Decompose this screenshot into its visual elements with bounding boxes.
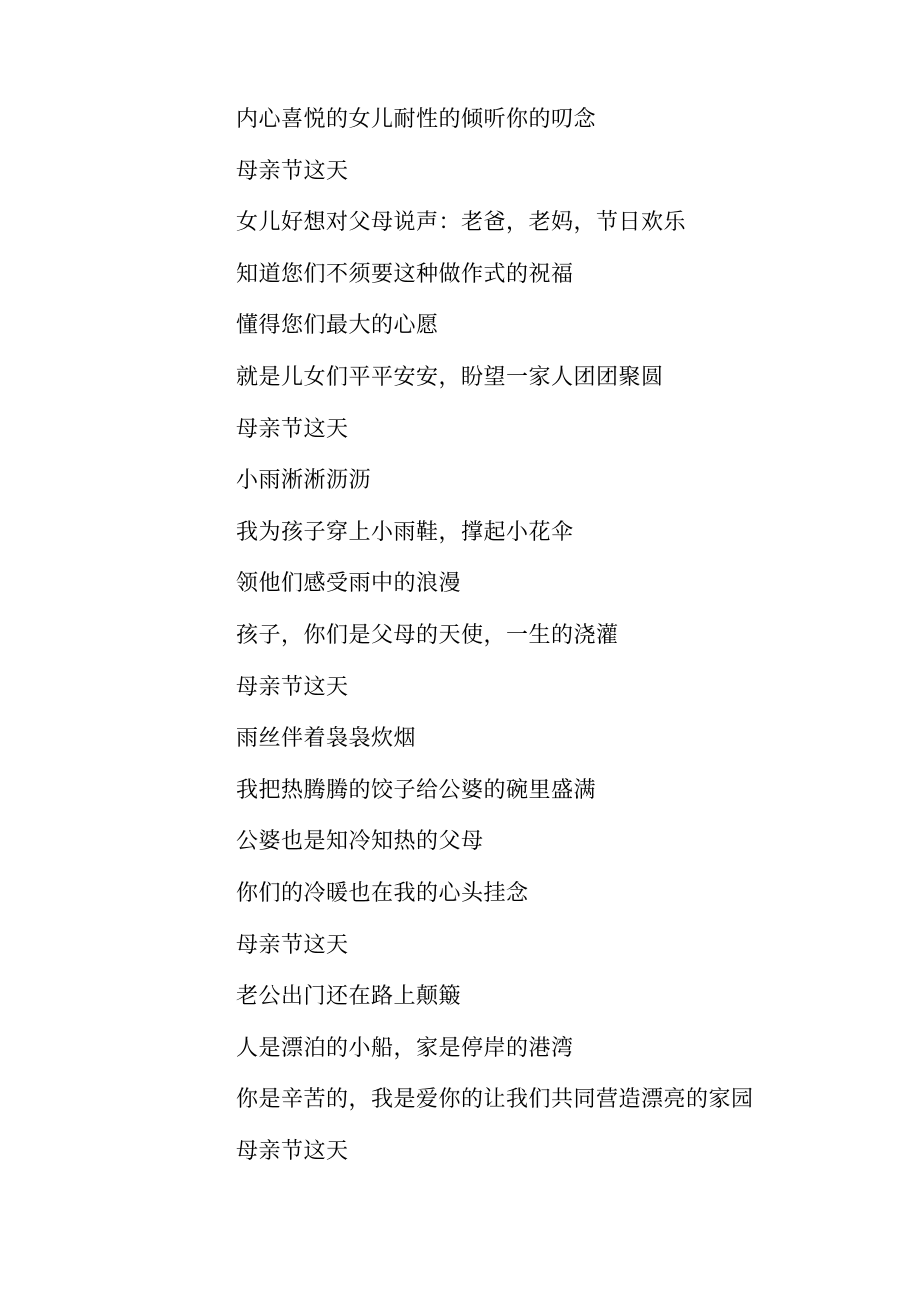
poem-line: 女儿好想对父母说声：老爸，老妈，节日欢乐 bbox=[236, 210, 687, 236]
poem-line: 母亲节这天 bbox=[236, 1138, 349, 1164]
poem-line: 雨丝伴着袅袅炊烟 bbox=[236, 726, 417, 752]
poem-line: 我把热腾腾的饺子给公婆的碗里盛满 bbox=[236, 777, 597, 803]
poem-line: 知道您们不须要这种做作式的祝福 bbox=[236, 261, 574, 287]
poem-line: 懂得您们最大的心愿 bbox=[236, 313, 439, 339]
poem-line: 母亲节这天 bbox=[236, 158, 349, 184]
poem-line: 领他们感受雨中的浪漫 bbox=[236, 571, 462, 597]
poem-line: 人是漂泊的小船，家是停岸的港湾 bbox=[236, 1035, 574, 1061]
poem-line: 母亲节这天 bbox=[236, 674, 349, 700]
poem-line: 老公出门还在路上颠簸 bbox=[236, 984, 462, 1010]
poem-line: 公婆也是知冷知热的父母 bbox=[236, 829, 484, 855]
poem-line: 就是儿女们平平安安，盼望一家人团团聚圆 bbox=[236, 364, 664, 390]
poem-line: 内心喜悦的女儿耐性的倾听你的叨念 bbox=[236, 107, 597, 132]
poem-line: 小雨淅淅沥沥 bbox=[236, 468, 372, 494]
poem-line: 孩子，你们是父母的天使，一生的浇灌 bbox=[236, 622, 619, 648]
poem-line: 母亲节这天 bbox=[236, 416, 349, 442]
poem-line: 我为孩子穿上小雨鞋，撑起小花伞 bbox=[236, 519, 574, 545]
poem-line: 你们的冷暖也在我的心头挂念 bbox=[236, 880, 529, 906]
poem-line: 你是辛苦的，我是爱你的让我们共同营造漂亮的家园 bbox=[236, 1087, 754, 1113]
poem-body bbox=[236, 98, 876, 1181]
poem-line: 母亲节这天 bbox=[236, 932, 349, 958]
